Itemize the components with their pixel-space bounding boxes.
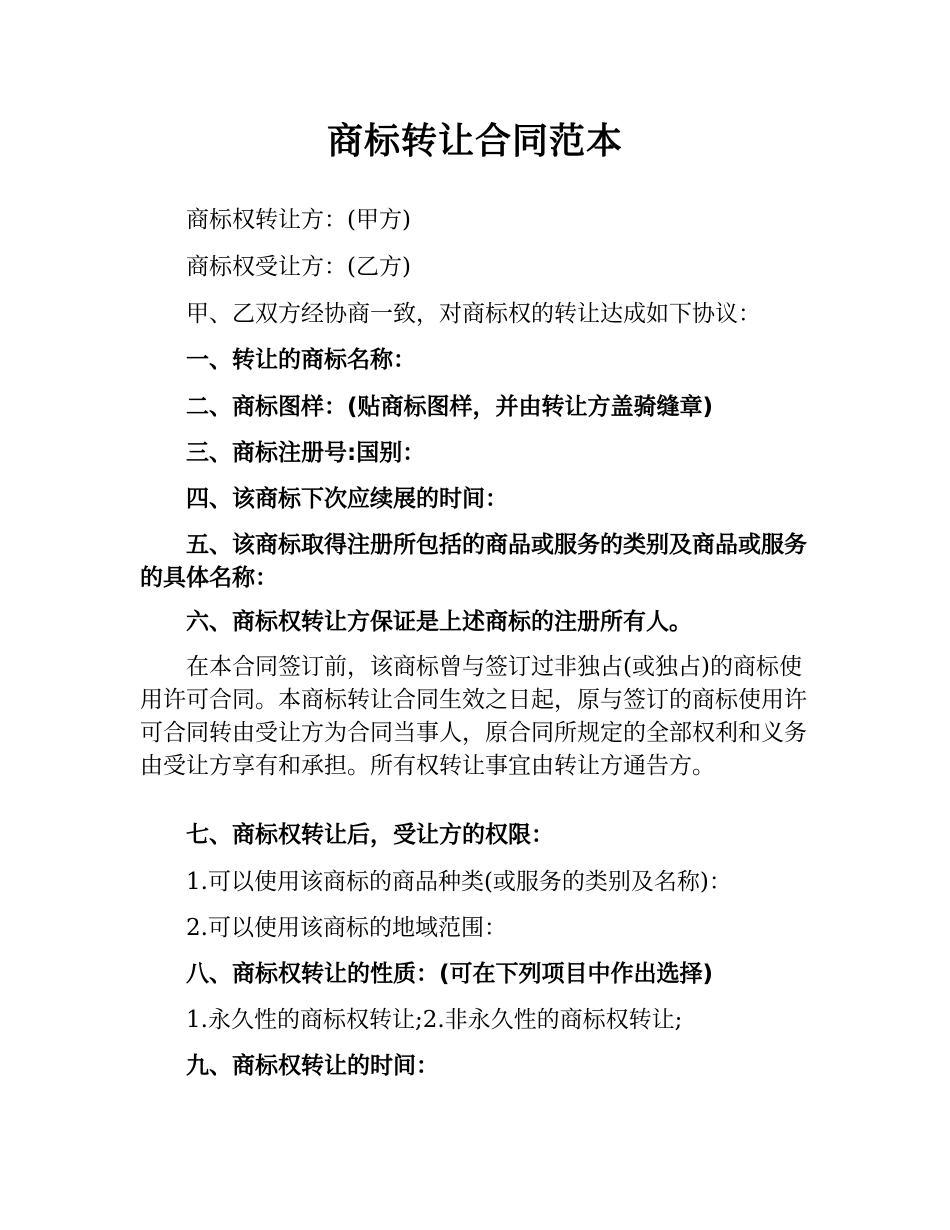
clause-2-heading: 二、商标图样：(贴商标图样，并由转让方盖骑缝章) (186, 394, 714, 420)
list-item-goods-scope: 1.可以使用该商标的商品种类(或服务的类别及名称)： (186, 869, 732, 895)
clause-5-heading: 五、该商标取得注册所包括的商品或服务的类别及商品或服务的具体名称： (140, 532, 807, 591)
clause-9-heading: 九、商标权转让的时间： (186, 1053, 439, 1079)
paragraph-agreement-intro: 甲、乙双方经协商一致，对商标权的转让达成如下协议： (186, 301, 761, 327)
document-title: 商标转让合同范本 (326, 121, 623, 162)
clause-4-heading: 四、该商标下次应续展的时间： (186, 486, 508, 512)
paragraph-license-transfer: 在本合同签订前，该商标曾与签订过非独占(或独占)的商标使用许可合同。本商标转让合同生效之日起，原与签订的商标使用许可合同转由受让方为合同当事人，原合同所规定的全部权利和义务由受让方享有和承担。所有权转让事宜由转让方通告方。 (140, 654, 807, 779)
clause-3-heading: 三、商标注册号:国别： (186, 440, 426, 466)
list-item-region-scope: 2.可以使用该商标的地域范围： (186, 915, 507, 941)
paragraph-transferee: 商标权受让方：(乙方) (186, 254, 411, 280)
clause-6-heading: 六、商标权转让方保证是上述商标的注册所有人。 (186, 609, 692, 635)
list-item-transfer-nature: 1.永久性的商标权转让;2.非永久性的商标权转让; (186, 1007, 683, 1033)
paragraph-transferor: 商标权转让方：(甲方) (186, 207, 411, 233)
clause-1-heading: 一、转让的商标名称： (186, 347, 416, 373)
clause-7-heading: 七、商标权转让后，受让方的权限： (186, 822, 554, 848)
clause-8-heading: 八、商标权转让的性质：(可在下列项目中作出选择) (186, 961, 714, 987)
